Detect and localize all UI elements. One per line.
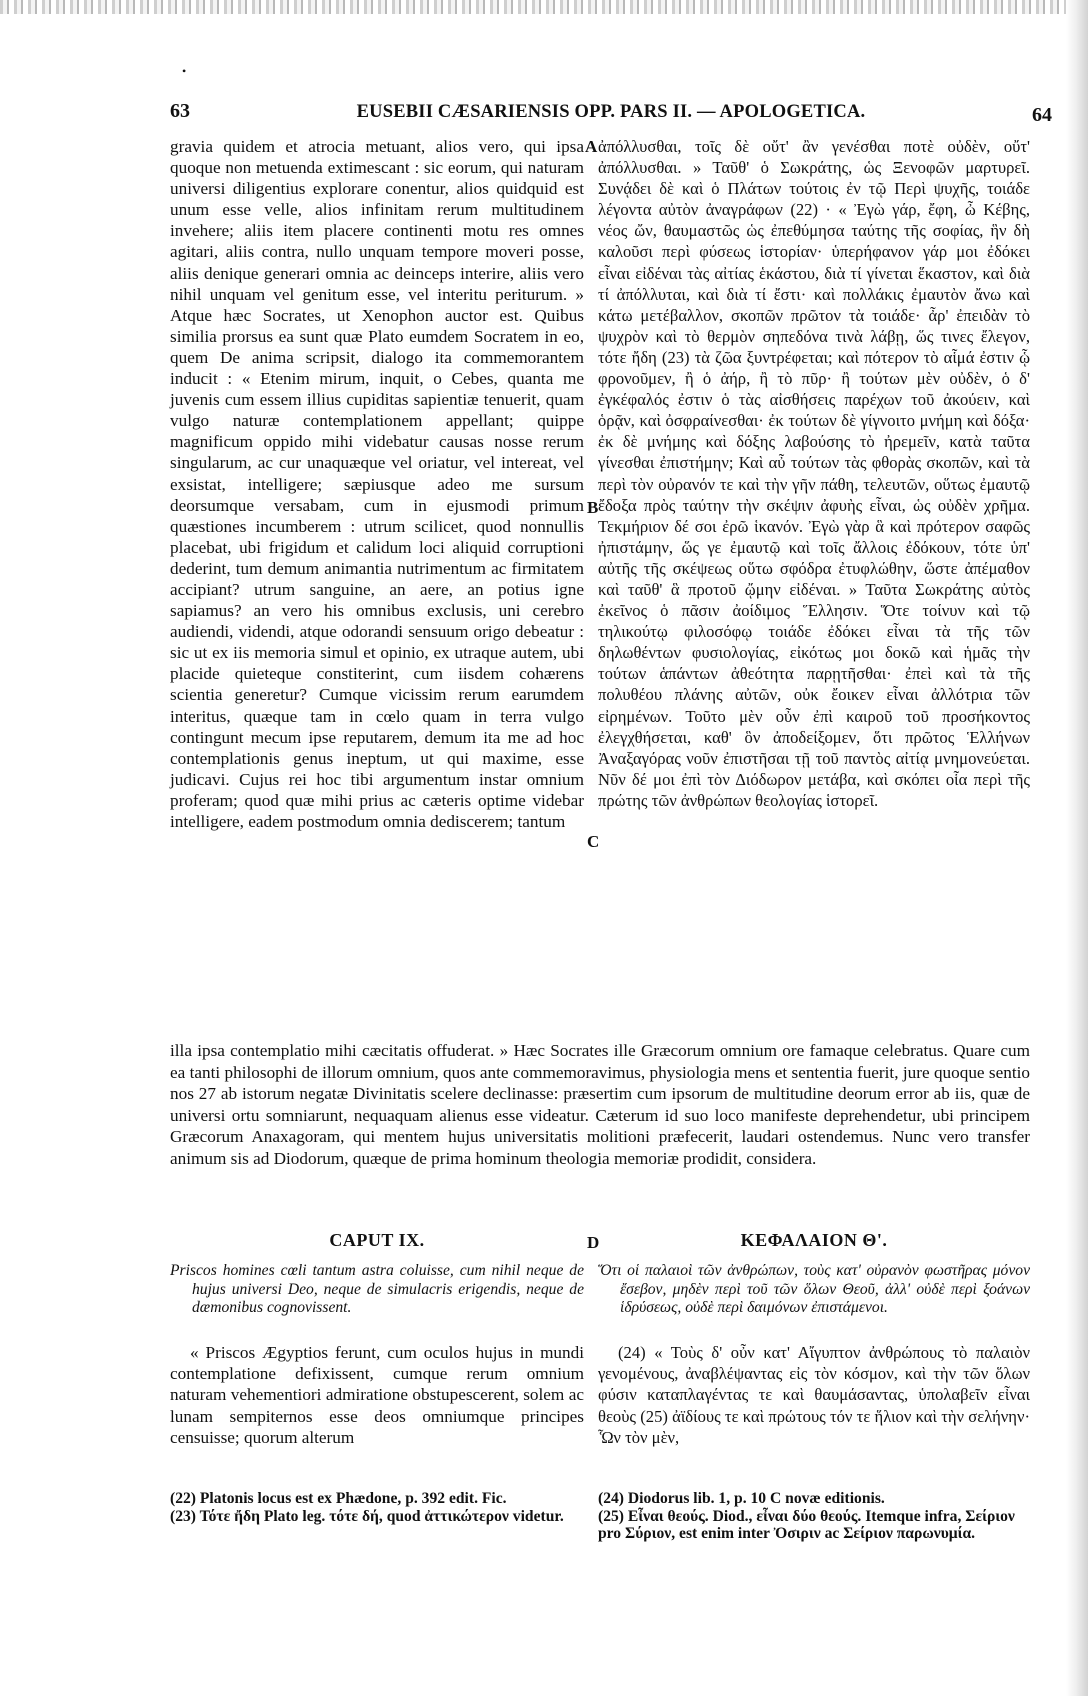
footnote: (25) Εἶναι θεούς. Diod., εἶναι δύο θεούς. Itemque infra, Σείριον pro Σύριον, est enim inter Ὀσιριν ac Σείριον παρωνυμία. (598, 1507, 1015, 1542)
running-header (170, 98, 1052, 128)
running-title: EUSEBII CÆSARIENSIS OPP. PARS II. — APOLOGETICA. (356, 102, 866, 122)
page-number-right: 64 (1032, 104, 1052, 126)
margin-marker-a: A (585, 137, 598, 156)
latin-chapter-summary (170, 1262, 584, 1318)
margin-marker-c: C (587, 832, 600, 851)
greek-body-text: (24) « Τοὺς δ' οὖν κατ' Αἴγυπτον ἀνθρώπους τὸ παλαιὸν γενομένους, ἀναβλέψαντας εἰς τὸν κόσμον, καὶ τὴν τῶν ὅλων φύσιν καταπλαγέντας τε καὶ θαυμάσαντας, ὑπολαβεῖν εἶναι θεοὺς (25) ἀϊδίους τε καὶ πρώτους τόν τε ἥλιον καὶ τὴν σελήνην· Ὧν τὸν μὲν, (598, 1343, 1030, 1447)
latin-chapter-body (170, 1342, 584, 1448)
footnotes-left (170, 1490, 584, 1525)
footnote: (24) Diodorus lib. 1, p. 10 C novæ editionis. (598, 1490, 885, 1507)
footnotes-right (598, 1490, 1030, 1543)
margin-marker-b: B (587, 498, 599, 517)
latin-text: gravia quidem et atrocia metuant, alios vero, qui ipsa quoque non metuenda extimescant : sic eorum, qui naturam universi diligentius explorare conentur, alios quidquid est unum esse velle, alios infinitam rerum multitudinem invehere; aliis item placere continenti motu res omnes agitari, aliis contra, nullo unquam tempore moveri posse, aliis denique generari omnia ac deinceps interire, aliis vero nihil unquam vel genitum esse, vel interitu periturum. » Atque hæc Socrates, ut Xenophon auctor est. Quibus similia prorsus ea sunt quæ Plato eumdem Socratem in eo, quem De anima scripsit, dialogo ita commemorantem inducit : « Etenim mirum, inquit, o Cebes, quanta me juvenis cum essem illius cupiditas sapientiæ tenuerit, quam vulgo naturæ contemplationem appellant; quippe magnificum oppido mihi videbatur causas nosse rerum singularum, ac cur unaquæque vel oriatur, vel intereat, vel exsistat, intelligere; sæpiusque adeo me sursum deorsumque versabam, cum in ejusmodi primum quæstiones incumberem : utrum scilicet, quod nonnullis placebat, ubi frigidum et calidum loci aliquid corruptioni dederint, tum demum animantia nutrimentum ac firmitatem accipiant? utrum sanguine, an aere, an potius igne sapiamus? an vero his omnibus exclusis, uni cerebro audiendi, videndi, atque odorandi sensuum origo debeatur : sic ut ex iis memoria simul et opinio, ex utraque autem, ubi placide quieteque constiterint, cum iisdem cohærens scientia generetur? Cumque vicissim rerum earumdem interitus, quæque tam in cœlo quam in terra vulgo contingunt mecum ipse reputarem, demum ita me ad hoc contemplationis genus ineptum, ut qui maxime, esse judicavi. Cujus rei hoc tibi argumentum instar omnium proferam; quod quæ mihi prius ac cæteris optime videbar intelligere, eadem postmodum omnia dediscerem; tantum (170, 137, 584, 831)
full-width-paragraph (170, 1040, 1030, 1170)
greek-chapter-title: ΚΕΦΑΛΑΙΟΝ Θ'. (740, 1230, 888, 1250)
latin-summary-text: Priscos homines cœli tantum astra coluisse, cum nihil neque de hujus universi Deo, neque de simulacris erigendis, neque de dæmonibus cognovissent. (170, 1262, 584, 1316)
greek-chapter-summary (598, 1262, 1030, 1318)
greek-column (598, 136, 1030, 811)
latin-body-text: « Priscos Ægyptios ferunt, cum oculos hujus in mundi contemplatione defixissent, cumque rerum omnium naturam vehementiori admiratione obstupescerent, solem ac lunam sempiternos esse deos omniumque principes censuisse; quorum alterum (170, 1343, 584, 1447)
footnote: (22) Platonis locus est ex Phædone, p. 392 edit. Fic. (170, 1490, 507, 1507)
greek-summary-text: Ὅτι οἱ παλαιοὶ τῶν ἀνθρώπων, τοὺς κατ' οὐρανὸν φωστῆρας μόνον ἔσεβον, μηδὲν περὶ τοῦ τῶν ὅλων Θεοῦ, ἀλλ' οὐδὲ περὶ ξοάνων ἱδρύσεως, οὐδὲ περὶ δαιμόνων ἐπιστάμενοι. (598, 1262, 1030, 1316)
latin-column (170, 136, 584, 832)
page-number-left: 63 (170, 100, 190, 122)
latin-chapter-title: CAPUT IX. (329, 1230, 425, 1250)
margin-marker-d: D (587, 1233, 600, 1252)
greek-chapter-body (598, 1342, 1030, 1448)
greek-text: ἀπόλλυσθαι, τοῖς δὲ οὔτ' ἂν γενέσθαι ποτὲ οὐδὲν, οὔτ' ἀπόλλυσθαι. » Ταῦθ' ὁ Σωκράτης, ὡς Ξενοφῶν μαρτυρεῖ. Συνᾴδει δὲ καὶ ὁ Πλάτων τούτοις ἐν τῷ Περὶ ψυχῆς, τοιάδε λέγοντα αὐτὸν ἀναγράφων (22) · « Ἐγὼ γάρ, ἔφη, ὦ Κέβης, νέος ὤν, θαυμαστῶς ὡς ἐπεθύμησα ταύτης τῆς σοφίας, ἣν δὴ καλοῦσι περὶ φύσεως ἱστορίαν· ὑπερήφανον γάρ μοι ἐδόκει εἶναι εἰδέναι τὰς αἰτίας ἑκάστου, διὰ τί γίνεται ἕκαστον, καὶ διὰ τί ἀπόλλυται, καὶ διὰ τί ἔστι· καὶ πολλάκις ἐμαυτὸν ἄνω καὶ κάτω μετέβαλλον, σκοπῶν πρῶτον τὰ τοιάδε· ἆρ' ἐπειδὰν τὸ ψυχρὸν καὶ τὸ θερμὸν σηπεδόνα τινὰ λάβῃ, ὥς τινες ἔλεγον, τότε ἤδη (23) τὰ ζῶα ξυντρέφεται; καὶ πότερον τὸ αἷμά ἐστιν ᾧ φρονοῦμεν, ἢ ὁ ἀήρ, ἢ τὸ πῦρ· ἢ τούτων μὲν οὐδὲν, ὁ δ' ἐγκέφαλός ἐστιν ὁ τὰς αἰσθήσεις παρέχων τοῦ ἀκούειν, καὶ ὁρᾷν, καὶ ὀσφραίνεσθαι· ἐκ τούτων δὲ γίγνοιτο μνήμη καὶ δόξα· ἐκ δὲ μνήμης καὶ δόξης λαβούσης τὸ ἠρεμεῖν, κατὰ ταῦτα γίνεσθαι ἐπιστήμην; Καὶ αὖ τούτων τὰς φθορὰς σκοπῶν, καὶ τὰ περὶ τὸν οὐρανόν τε καὶ τὴν γῆν πάθη, τελευτῶν, οὕτως ἐμαυτῷ ἔδοξα πρὸς ταύτην τὴν σκέψιν ἀφυὴς εἶναι, ὡς οὐδὲν χρῆμα. Τεκμήριον δέ σοι ἐρῶ ἱκανόν. Ἐγὼ γὰρ ἃ καὶ πρότερον σαφῶς ἠπιστάμην, ὥς γε ἐμαυτῷ καὶ τοῖς ἄλλοις ἐδόκουν, τότε ὑπ' αὐτῆς τῆς σκέψεως οὕτω σφόδρα ἐτυφλώθην, ὥστε ἀπέμαθον καὶ ταῦθ' ἃ προτοῦ ᾤμην εἰδέναι. » Ταῦτα Σωκράτης αὐτὸς ἐκεῖνος ὁ πᾶσιν ἀοίδιμος Ἕλλησιν. Ὅτε τοίνυν καὶ τῷ τηλικούτῳ φιλοσόφῳ τοιάδε ἐδόκει εἶναι τὰ τῆς τῶν δηλωθέντων φυσιολογίας, εἰκότως μοι δοκῶ καὶ ἡμᾶς τὴν τούτων ἁπάντων ἀθεότητα παρῃτῆσθαι· ἐπεὶ καὶ τὰ τῆς πολυθέου πλάνης αὐτῶν, οὐκ ἔοικεν εἶναι ἀλλότρια τῶν εἰρημένων. Τοῦτο μὲν οὖν ἐπὶ καιροῦ τοῦ προσήκοντος ἐλεγχθήσεται, καθ' ὃν ἀποδείξομεν, ὅτι πρῶτος Ἑλλήνων Ἀναξαγόρας νοῦν ἐπιστῆσαι τῇ τοῦ παντὸς αἰτίᾳ μνημονεύεται. Νῦν δέ μοι ἐπὶ τὸν Διόδωρον μετάβα, καὶ σκόπει οἷα περὶ τῆς πρώτης τῶν ἀνθρώπων θεολογίας ἱστορεῖ. (598, 137, 1030, 810)
stray-mark: • (182, 64, 187, 78)
footnote: (23) Τότε ἤδη Plato leg. τότε δή, quod ἀττικώτερον videtur. (170, 1507, 564, 1525)
full-width-text: illa ipsa contemplatio mihi cæcitatis offuderat. » Hæc Socrates ille Græcorum omnium ore famaque celebratus. Quare cum ea tanti philosophi de illorum omnium, quos ante commemoravimus, physiologia mens et sententia fuerit, jure quoque sentio nos 27 ab istorum negatæ Divinitatis scelere declinasse: præsertim cum ipsorum de multitudine deorum error ab iis, quæ de universi ortu somniarunt, nequaquam alienus esse videatur. Cæterum id suo loco manifeste deprehendetur, ubi principem Græcorum Anaxagoram, qui mentem hujus universitatis molitioni præfecerit, laudari ostendemus. Nunc vero transfer animum sis ad Diodorum, quæque de prima hominum theologia memoriæ prodidit, considera. (170, 1041, 1030, 1168)
